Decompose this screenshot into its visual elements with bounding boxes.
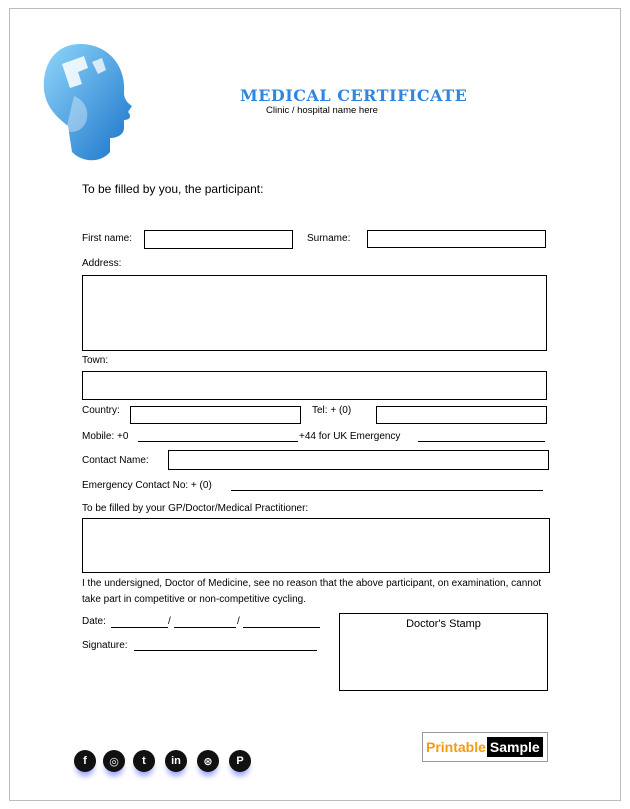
- uk-emergency-line[interactable]: [418, 441, 545, 442]
- first-name-field[interactable]: [144, 230, 293, 249]
- country-field[interactable]: [130, 406, 301, 424]
- twitter-icon[interactable]: t: [133, 750, 155, 772]
- uk-emergency-label: +44 for UK Emergency: [299, 431, 401, 442]
- brand-part-printable: Printable: [426, 739, 486, 755]
- printable-sample-logo[interactable]: [422, 732, 548, 762]
- brand-part-sample: Sample: [487, 737, 543, 757]
- date-label: Date:: [82, 616, 106, 627]
- signature-line[interactable]: [134, 650, 317, 651]
- date-separator: /: [168, 616, 171, 627]
- surname-field[interactable]: [367, 230, 546, 248]
- date-separator: /: [237, 616, 240, 627]
- surname-label: Surname:: [307, 233, 351, 244]
- address-label: Address:: [82, 258, 122, 269]
- doctor-notes-field[interactable]: [82, 518, 550, 573]
- facebook-icon[interactable]: f: [74, 750, 96, 772]
- date-year-line[interactable]: [243, 627, 320, 628]
- first-name-label: First name:: [82, 233, 133, 244]
- contact-name-label: Contact Name:: [82, 455, 149, 466]
- contact-name-field[interactable]: [168, 450, 549, 470]
- mobile-line[interactable]: [138, 441, 298, 442]
- participant-section-heading: To be filled by you, the participant:: [82, 182, 264, 196]
- country-label: Country:: [82, 405, 120, 416]
- emergency-contact-line[interactable]: [231, 490, 543, 491]
- doctor-stamp-label: Doctor's Stamp: [406, 618, 481, 630]
- signature-label: Signature:: [82, 640, 128, 651]
- emergency-contact-label: Emergency Contact No: + (0): [82, 480, 212, 491]
- tel-label: Tel: + (0): [312, 405, 352, 416]
- tel-field[interactable]: [376, 406, 547, 424]
- doctor-stamp-box[interactable]: [339, 613, 548, 691]
- instagram-icon[interactable]: ◎: [103, 750, 125, 772]
- doctor-declaration: I the undersigned, Doctor of Medicine, see no reason that the above participant, on examination, cannot take part in competitive or non-competitive cycling.: [82, 578, 542, 605]
- town-field[interactable]: [82, 371, 547, 400]
- mobile-label: Mobile: +0: [82, 431, 129, 442]
- clinic-name: Clinic / hospital name here: [266, 105, 378, 116]
- date-day-line[interactable]: [111, 627, 168, 628]
- pinterest-icon[interactable]: P: [229, 750, 251, 772]
- head-gear-icon: [40, 40, 136, 166]
- document-title: MEDICAL CERTIFICATE: [240, 86, 468, 105]
- doctor-section-heading: To be filled by your GP/Doctor/Medical Practitioner:: [82, 503, 309, 514]
- date-month-line[interactable]: [174, 627, 236, 628]
- address-field[interactable]: [82, 275, 547, 351]
- dribbble-icon[interactable]: ⊛: [197, 750, 219, 772]
- linkedin-icon[interactable]: in: [165, 750, 187, 772]
- town-label: Town:: [82, 355, 109, 366]
